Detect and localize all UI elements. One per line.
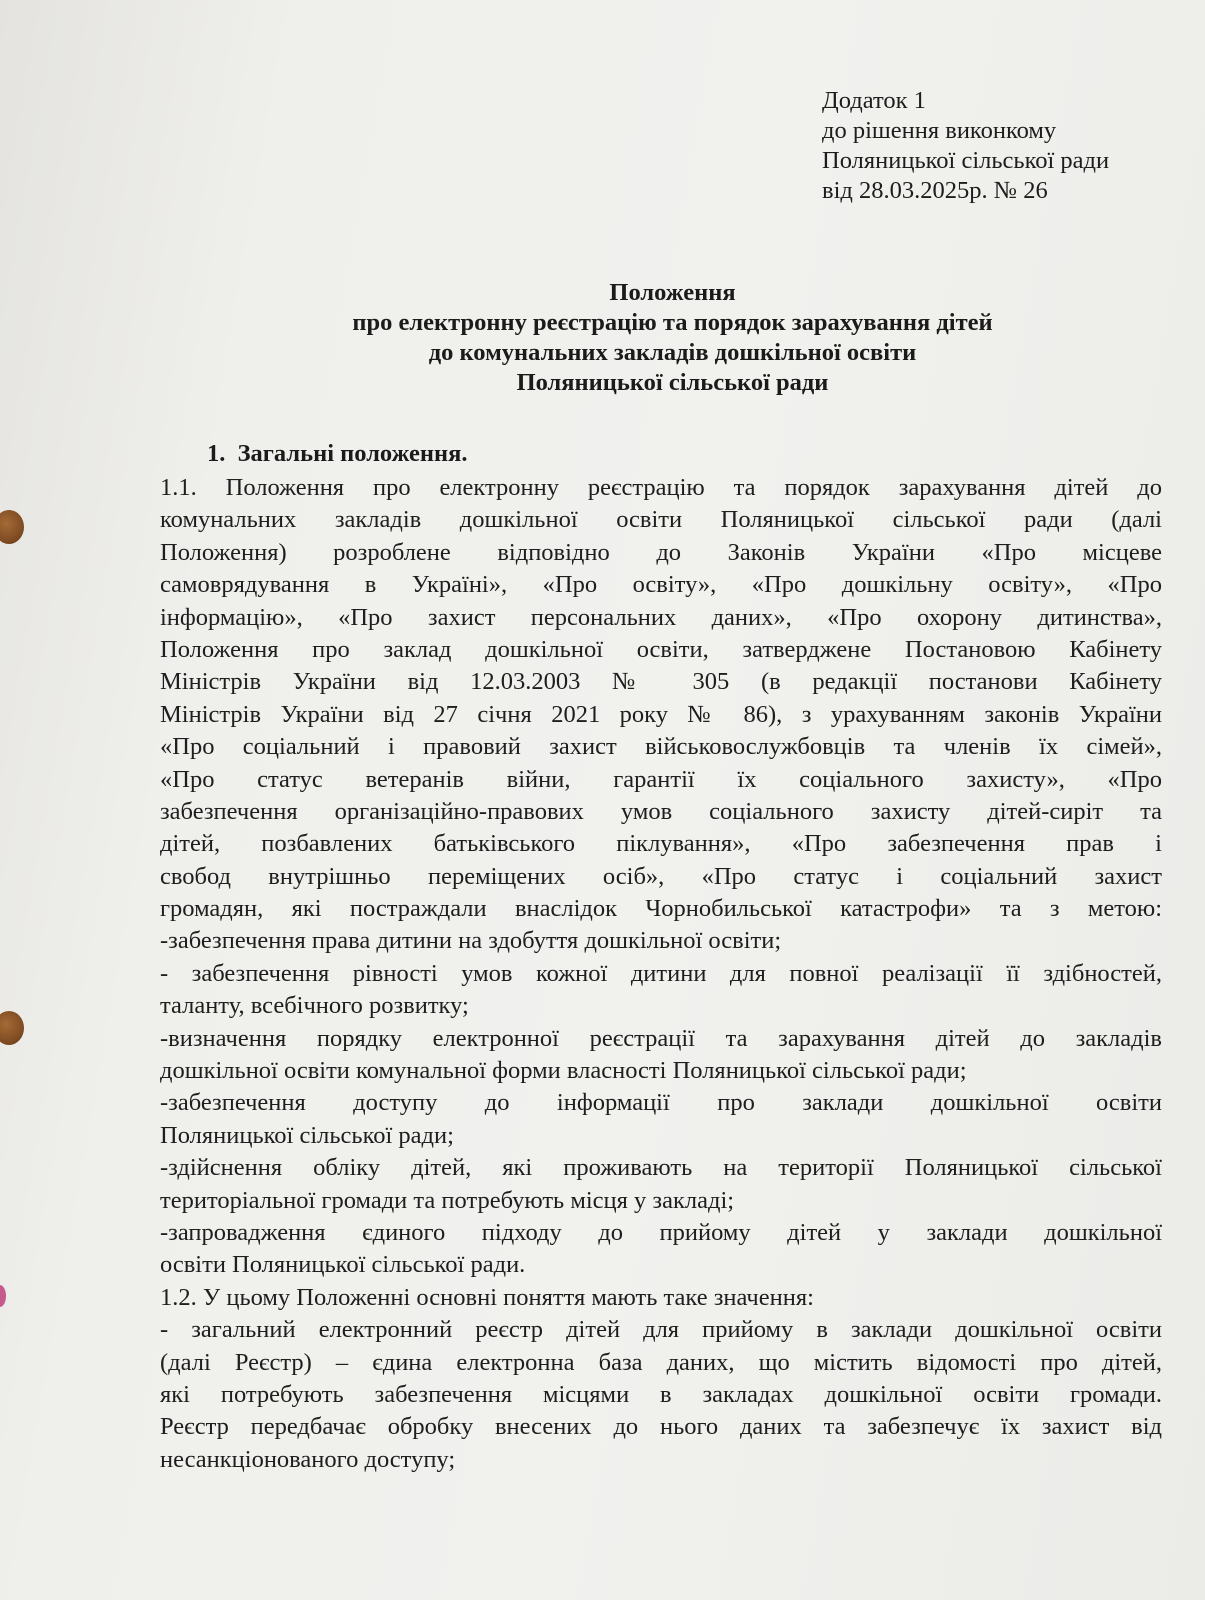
section-title: Загальні положення. bbox=[237, 440, 468, 467]
body-line: - забезпечення рівності умов кожної дитини для повної реалізації її здібностей, bbox=[160, 959, 1162, 987]
body-line: Міністрів України від 27 січня 2021 року № 86), з урахуванням законів України bbox=[160, 700, 1162, 728]
body-line: територіальної громади та потребують місця у закладі; bbox=[160, 1186, 735, 1214]
body-line: -здійснення обліку дітей, які проживають на території Поляницької сільської bbox=[160, 1154, 1162, 1182]
body-line: (далі Реєстр) – єдина електронна база даних, що містить відомості про дітей, bbox=[160, 1348, 1162, 1376]
punch-hole bbox=[0, 510, 24, 544]
addendum-line: від 28.03.2025р. № 26 bbox=[822, 177, 1048, 204]
document-title bbox=[170, 278, 1175, 398]
body-line: комунальних закладів дошкільної освіти Поляницької сільської ради (далі bbox=[160, 506, 1162, 534]
body-line: -визначення порядку електронної реєстрації та зарахування дітей до закладів bbox=[160, 1024, 1162, 1052]
addendum-line: до рішення виконкому bbox=[822, 117, 1057, 144]
body-line: забезпечення організаційно-правових умов соціального захисту дітей-сиріт та bbox=[160, 797, 1162, 825]
punch-hole bbox=[0, 1011, 24, 1045]
addendum-block bbox=[822, 86, 1109, 206]
pink-mark bbox=[0, 1285, 6, 1307]
addendum-line: Поляницької сільської ради bbox=[822, 147, 1110, 174]
section-heading bbox=[207, 440, 468, 468]
body-line: Реєстр передбачає обробку внесених до нього даних та забезпечує їх захист від bbox=[160, 1413, 1162, 1441]
body-line: таланту, всебічного розвитку; bbox=[160, 992, 469, 1020]
title-line: до комунальних закладів дошкільної освіти bbox=[428, 339, 917, 366]
body-line: 1.1. Положення про електронну реєстрацію та порядок зарахування дітей до bbox=[160, 474, 1162, 501]
title-line: Поляницької сільської ради bbox=[516, 369, 829, 396]
body-line: дошкільної освіти комунальної форми власності Поляницької сільської ради; bbox=[160, 1057, 967, 1085]
body-line: освіти Поляницької сільської ради. bbox=[160, 1251, 526, 1279]
body-line: 1.2. У цьому Положенні основні поняття мають таке значення: bbox=[160, 1283, 814, 1311]
body-line: Положення про заклад дошкільної освіти, затверджене Постановою Кабінету bbox=[160, 635, 1162, 663]
body-line: «Про статус ветеранів війни, гарантії їх соціального захисту», «Про bbox=[160, 765, 1162, 793]
body-line: самоврядування в Україні», «Про освіту», «Про дошкільну освіту», «Про bbox=[160, 571, 1162, 599]
body-line: «Про соціальний і правовий захист військовослужбовців та членів їх сімей», bbox=[160, 733, 1162, 761]
section-number: 1. bbox=[207, 440, 226, 467]
body-line: які потребують забезпечення місцями в закладах дошкільної освіти громади. bbox=[160, 1380, 1162, 1408]
body-line: -запровадження єдиного підходу до прийому дітей у заклади дошкільної bbox=[160, 1218, 1162, 1246]
document-body bbox=[160, 472, 1162, 1476]
addendum-line: Додаток 1 bbox=[822, 87, 926, 114]
body-line: інформацію», «Про захист персональних даних», «Про охорону дитинства», bbox=[160, 603, 1162, 631]
body-line: -забезпечення доступу до інформації про заклади дошкільної освіти bbox=[160, 1089, 1162, 1117]
body-line: несанкціонованого доступу; bbox=[160, 1445, 456, 1473]
body-line: громадян, які постраждали внаслідок Чорнобильської катастрофи» та з метою: bbox=[160, 895, 1162, 923]
body-line: Міністрів України від 12.03.2003 № 305 (в редакції постанови Кабінету bbox=[160, 668, 1162, 696]
title-line: про електронну реєстрацію та порядок зарахування дітей bbox=[352, 309, 993, 336]
body-line: -забезпечення права дитини на здобуття дошкільної освіти; bbox=[160, 927, 782, 955]
body-line: - загальний електронний реєстр дітей для прийому в заклади дошкільної освіти bbox=[160, 1316, 1162, 1344]
body-line: Положення) розроблене відповідно до Законів України «Про місцеве bbox=[160, 538, 1162, 566]
body-line: свобод внутрішньо переміщених осіб», «Про статус і соціальний захист bbox=[160, 862, 1162, 890]
body-line: дітей, позбавлених батьківського піклування», «Про забезпечення прав і bbox=[160, 830, 1162, 858]
body-line: Поляницької сільської ради; bbox=[160, 1121, 454, 1149]
title-line: Положення bbox=[609, 279, 736, 306]
